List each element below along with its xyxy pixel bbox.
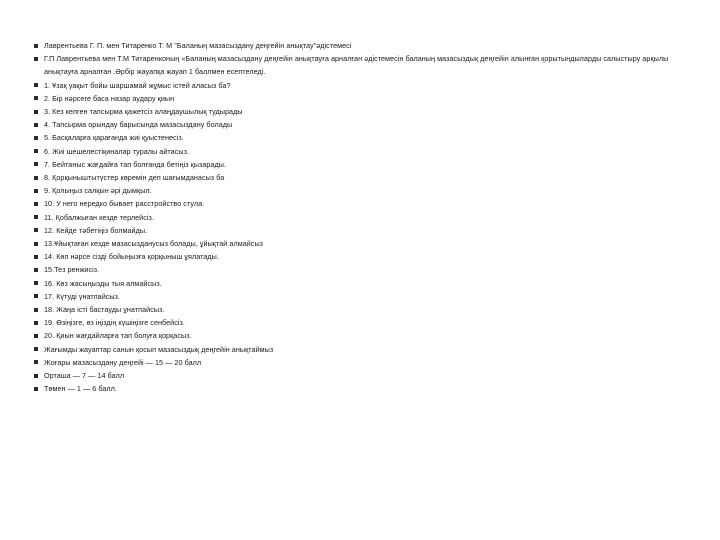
list-item-text: Г.П Лаврентьева мен Т.М Титаренконың «Баланың мазасыздану деңгейін анықтауға арналған әдістемесін баланың мазасыздық деңгейін алынған қорытындыларды салыстыру арқылы анықтауға арналған .Әрбір жауапқа жауап 1 баллмен есептеледі. bbox=[44, 54, 669, 77]
list-item-text: 20. Қиын жағдайларға тап болуға қорқасыз. bbox=[44, 331, 192, 341]
bullet-icon bbox=[34, 57, 38, 61]
bullet-icon bbox=[34, 123, 38, 127]
bullet-icon bbox=[34, 44, 38, 48]
list-item bbox=[34, 79, 694, 92]
bullet-icon bbox=[34, 308, 38, 312]
bullet-icon bbox=[34, 347, 38, 351]
bullet-icon bbox=[34, 215, 38, 219]
list-item bbox=[34, 356, 694, 369]
list-item-text: 5. Басқаларға қарағанда жиі қуыстенесіз. bbox=[44, 133, 184, 143]
bullet-icon bbox=[34, 268, 38, 272]
list-item-text: 13.Ұйықтаған кезде мазасызданусыз болады, ұйықтай алмайсыз bbox=[44, 239, 264, 249]
list-item-text: 6. Жиі шешелестіқиналар туралы айтасыз. bbox=[44, 146, 189, 156]
list-item-text: 14. Көп нәрсе сізді бойыңызға қорқыныш ұялатады. bbox=[44, 252, 219, 262]
list-item bbox=[34, 316, 694, 329]
list-item bbox=[34, 171, 694, 184]
bullet-icon bbox=[34, 110, 38, 114]
list-item-text: 15.Тез ренжисіз. bbox=[44, 265, 100, 275]
bullet-icon bbox=[34, 176, 38, 180]
list-item bbox=[34, 92, 694, 105]
list-item bbox=[34, 105, 694, 118]
bullet-icon bbox=[34, 387, 38, 391]
list-item bbox=[34, 250, 694, 263]
bullet-icon bbox=[34, 255, 38, 259]
bullet-icon bbox=[34, 189, 38, 193]
list-item bbox=[34, 211, 694, 224]
list-item-text: Орташа — 7 — 14 балл bbox=[44, 371, 125, 381]
list-item bbox=[34, 158, 694, 171]
bullet-list bbox=[34, 39, 694, 395]
bullet-icon bbox=[34, 96, 38, 100]
list-item-text: 10. У него нередко бывает расстройство стула. bbox=[44, 199, 205, 209]
bullet-icon bbox=[34, 228, 38, 232]
bullet-icon bbox=[34, 202, 38, 206]
bullet-icon bbox=[34, 136, 38, 140]
list-item bbox=[34, 184, 694, 197]
list-item-text: 9. Қолыңыз салқын әрі дымқыл. bbox=[44, 186, 152, 196]
list-item bbox=[34, 52, 694, 78]
list-item bbox=[34, 197, 694, 210]
list-item-text: 19. Өзіңізге, өз іңіздің күшіңізге сенбейсіз. bbox=[44, 318, 185, 328]
bullet-icon bbox=[34, 162, 38, 166]
list-item-text: 17. Күтуді үнатпайсыз. bbox=[44, 291, 121, 301]
list-item-text: Төмен — 1 — 6 балл. bbox=[44, 384, 117, 394]
list-item bbox=[34, 329, 694, 342]
bullet-icon bbox=[34, 149, 38, 153]
list-item-text: 3. Кез келген тапсырма қажетсіз алаңдаушылық тудырады bbox=[44, 107, 243, 117]
bullet-icon bbox=[34, 374, 38, 378]
list-item-text: Жағымды жауаптар санын қосып мазасыздық деңгейін анықтаймыз bbox=[44, 344, 274, 354]
list-item bbox=[34, 277, 694, 290]
list-item-text: 7. Бейтаныс жағдайға тап болғанда бетіңіз қызарады. bbox=[44, 159, 226, 169]
bullet-icon bbox=[34, 281, 38, 285]
list-item-text: 4. Тапсырма орындау барысында мазасыздану болады bbox=[44, 120, 233, 130]
list-item bbox=[34, 382, 694, 395]
list-item-text: 2. Бір нәрсеге баса назар аудару қиын bbox=[44, 93, 175, 103]
list-item bbox=[34, 145, 694, 158]
list-item bbox=[34, 131, 694, 144]
list-item bbox=[34, 290, 694, 303]
list-item-text: 8. Қорқыныштытүстер көремін деп шағымданасыз ба bbox=[44, 173, 225, 183]
list-item-text: 1. Ұзақ уақыт бойы шаршамай жұмыс істей аласыз ба? bbox=[44, 80, 231, 90]
list-item bbox=[34, 237, 694, 250]
list-item bbox=[34, 224, 694, 237]
list-item-text: 18. Жаңа істі бастауды ұнатпайсыз. bbox=[44, 305, 165, 315]
list-item-text: Жоғары мазасыздану деңгейі — 15 — 20 балл bbox=[44, 357, 202, 367]
list-item bbox=[34, 303, 694, 316]
list-item-text: 16. Көз жасыңызды тыя алмайсыз. bbox=[44, 278, 162, 288]
list-item-text: 11. Қобалжыған кезде терлейсіз. bbox=[44, 212, 154, 222]
list-item-text: 12. Кейде тәбетіңіз болмайды. bbox=[44, 225, 148, 235]
list-item bbox=[34, 369, 694, 382]
list-item bbox=[34, 118, 694, 131]
list-item bbox=[34, 39, 694, 52]
list-item bbox=[34, 343, 694, 356]
bullet-icon bbox=[34, 334, 38, 338]
bullet-icon bbox=[34, 360, 38, 364]
bullet-icon bbox=[34, 242, 38, 246]
list-item bbox=[34, 263, 694, 276]
document-page bbox=[34, 39, 694, 395]
bullet-icon bbox=[34, 321, 38, 325]
list-item-text: Лаврентьева Г. П. мен Титаренко Т. М "Баланың мазасыздану деңгейін анықтау"әдістемесі bbox=[44, 41, 352, 50]
bullet-icon bbox=[34, 294, 38, 298]
bullet-icon bbox=[34, 83, 38, 87]
